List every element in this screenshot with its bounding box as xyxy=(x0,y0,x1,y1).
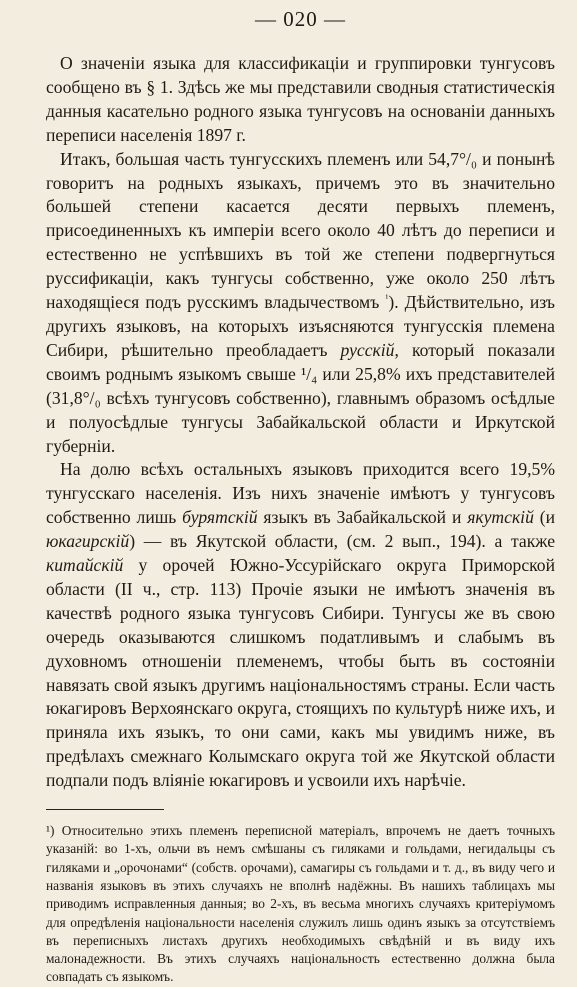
paragraph xyxy=(46,148,555,459)
paragraph xyxy=(46,52,555,148)
italic-term: бурятскій xyxy=(182,507,258,528)
footnote-marker: ¹ xyxy=(385,293,389,305)
paragraph-text: На долю всѣхъ остальныхъ языковъ приходится всего 19,5% тунгусскаго населенія. Изъ нихъ значеніе имѣютъ у тунгусовъ собственно лишь xyxy=(46,459,555,528)
paragraph-text: языкъ въ Забайкальской и xyxy=(257,507,468,528)
footnote-divider xyxy=(46,809,164,810)
main-text xyxy=(46,52,555,793)
italic-term: якутскій xyxy=(467,507,534,528)
italic-term: юкагирскій xyxy=(46,531,130,552)
paragraph-text: Итакъ, большая часть тунгусскихъ племенъ или 54,7°/₀ и понынѣ говоритъ на родныхъ языкахъ, причемъ это въ значительно большей степени касается десяти первыхъ племенъ, присоединенныхъ къ имперіи всего около 40 лѣтъ до переписи и естественно не успѣвшихъ въ той же степени подвергнуться руссификаціи, какъ тунгусы собственно, уже около 250 лѣтъ находящіеся подъ русскимъ владычествомъ xyxy=(46,148,555,313)
paragraph-text: (и xyxy=(533,507,555,528)
paragraph xyxy=(46,458,555,793)
italic-term: китайскій xyxy=(46,555,124,576)
paragraph-text: О значеніи языка для классификаціи и группировки тунгусовъ сообщено въ § 1. Здѣсь же мы представили сводныя статистическія данныя касательно родного языка тунгусовъ на основаніи данныхъ переписи населенія 1897 г. xyxy=(46,53,555,145)
footnote: ¹) Относительно этихъ племенъ переписной матеріалъ, впрочемъ не даетъ точныхъ указаній: во 1-хъ, ольчи въ немъ смѣшаны съ гиляками и гольдами, негидальцы съ гиляками и „орочонами“ (собств. орочами), самагиры съ гольдами и т. д., въ виду чего и названія языковъ въ этихъ случаяхъ не вполнѣ надёжны. Въ нашихъ таблицахъ мы приводимъ исправленныя данныя; во 2-хъ, въ весьма многихъ случаяхъ критеріумомъ для опредѣленія національности населенія служилъ лишь одинъ языкъ за отсутствіемъ въ переписныхъ листахъ другихъ необходимыхъ свѣдѣній и въ виду ихъ малонадежности. Въ этихъ случаяхъ національность естественно должна была совпадать съ языкомъ. xyxy=(46,823,555,985)
paragraph-text: у орочей Южно-Уссурійскаго округа Приморской области (II ч., стр. 113) Прочіе языки не имѣютъ значенія въ качествѣ родного языка тунгусовъ Сибири. Тунгусы же въ свою очередь оказываются слишкомъ податливымъ и слабымъ въ духовномъ отношеніи племенемъ, чтобы быть въ состояніи навязать свой языкъ другимъ національностямъ страны. Если часть юкагировъ Верхоянскаго округа, стоящихъ по культурѣ ниже ихъ, и приняла ихъ языкъ, то они сами, какъ мы увидимъ ниже, въ предѣлахъ смежнаго Колымскаго округа той же Якутской области подпали подъ вліяніе юкагировъ и усвоили ихъ нарѣчіе. xyxy=(46,555,555,791)
paragraph-text: , который показали своимъ роднымъ языкомъ свыше ¹/₄ или 25,8% ихъ представителей (31,8°/₀ всѣхъ тунгусовъ собственно), главнымъ образомъ осѣдлые и полуосѣдлые тунгусы Забайкальской области и Иркутской губерніи. xyxy=(46,339,555,456)
paragraph-text: ). Дѣйствительно, изъ другихъ языковъ, на которыхъ изъясняются тунгусскія племена Сибири, рѣшительно преобладаетъ xyxy=(46,292,555,360)
italic-term: русскій xyxy=(340,339,395,360)
paragraph-text: ) — въ Якутской области, (см. 2 вып., 194). а также xyxy=(129,531,555,552)
page-number: — 020 — xyxy=(255,7,346,31)
